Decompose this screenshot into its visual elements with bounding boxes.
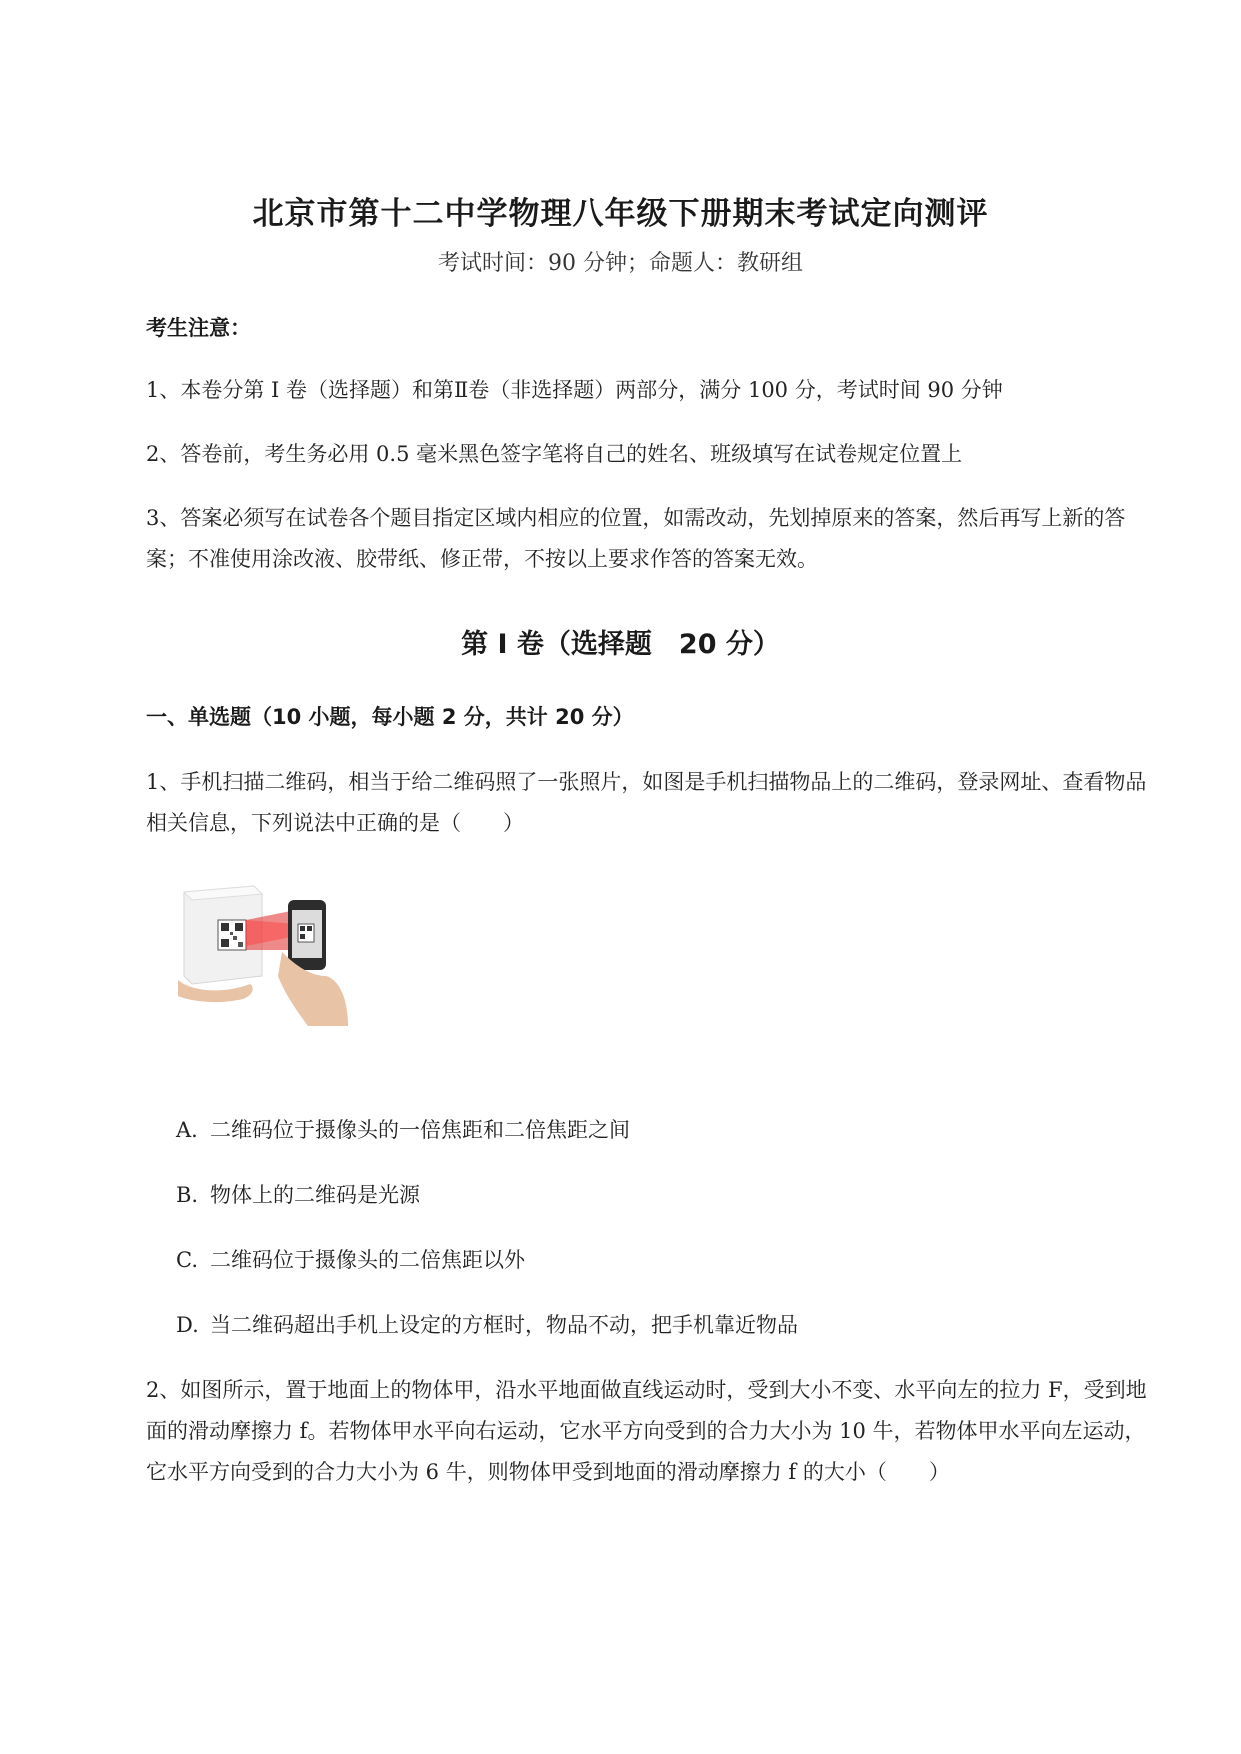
option-c-text: 二维码位于摄像头的二倍焦距以外	[210, 1248, 525, 1272]
notice-heading: 考生注意：	[146, 316, 251, 340]
notice-item-1: 1、本卷分第 I 卷（选择题）和第Ⅱ卷（非选择题）两部分，满分 100 分，考试时间 90 分钟	[146, 378, 1003, 402]
option-d[interactable]	[176, 1309, 798, 1339]
option-a[interactable]	[176, 1114, 630, 1144]
option-b-label: B.	[176, 1183, 199, 1207]
exam-title: 北京市第十二中学物理八年级下册期末考试定向测评	[252, 196, 989, 232]
qr-code-icon	[218, 920, 246, 950]
option-a-label: A.	[176, 1118, 198, 1142]
part-title: 一、单选题（10 小题，每小题 2 分，共计 20 分）	[146, 705, 634, 729]
notice-item-3: 3、答案必须写在试卷各个题目指定区域内相应的位置，如需改动，先划掉原来的答案，然后再写上新的答案；不准使用涂改液、胶带纸、修正带，不按以上要求作答的答案无效。	[146, 506, 1126, 571]
exam-subtitle: 考试时间：90 分钟；命题人：教研组	[438, 251, 803, 276]
notice-item-2: 2、答卷前，考生务必用 0.5 毫米黑色签字笔将自己的姓名、班级填写在试卷规定位置上	[146, 442, 963, 466]
qr-scan-figure	[178, 880, 362, 1030]
question-2-stem: 2、如图所示，置于地面上的物体甲，沿水平地面做直线运动时，受到大小不变、水平向左的拉力 F，受到地面的滑动摩擦力 f。若物体甲水平向右运动，它水平方向受到的合力大小为 10 牛，若物体甲水平向左运动，它水平方向受到的合力大小为 6 牛，则物体甲受到地面的滑动摩擦力 f 的大小（ ）	[146, 1378, 1147, 1484]
option-c-label: C.	[176, 1248, 198, 1272]
section-title: 第 I 卷（选择题 20 分）	[461, 629, 780, 660]
option-d-text: 当二维码超出手机上设定的方框时，物品不动，把手机靠近物品	[210, 1313, 798, 1337]
option-a-text: 二维码位于摄像头的一倍焦距和二倍焦距之间	[210, 1118, 630, 1142]
option-b-text: 物体上的二维码是光源	[210, 1183, 420, 1207]
question-1-stem: 1、手机扫描二维码，相当于给二维码照了一张照片，如图是手机扫描物品上的二维码，登录网址、查看物品相关信息，下列说法中正确的是（ ）	[146, 770, 1147, 835]
option-d-label: D.	[176, 1313, 199, 1337]
option-c[interactable]	[176, 1244, 525, 1274]
option-b[interactable]	[176, 1179, 420, 1209]
